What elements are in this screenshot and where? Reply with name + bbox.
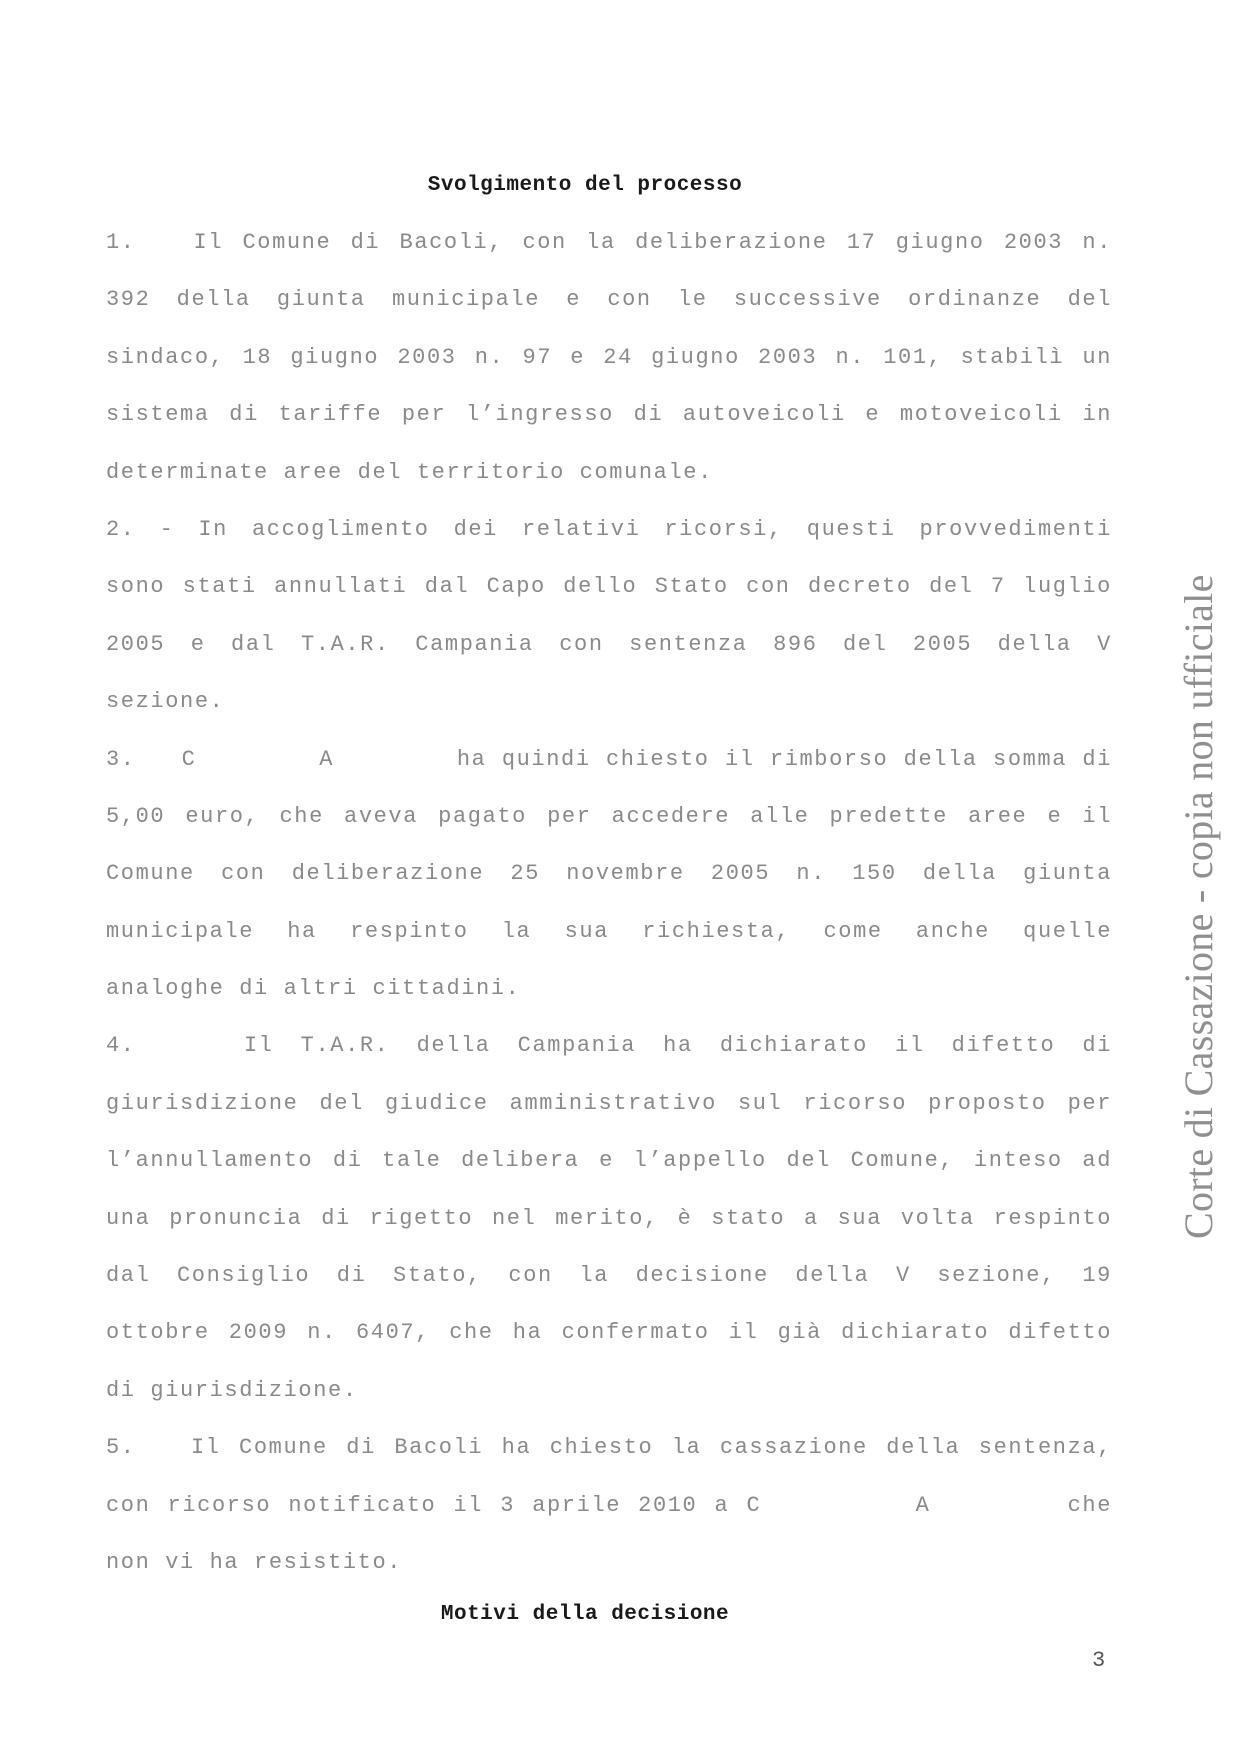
section-heading-motivi: Motivi della decisione	[440, 1603, 730, 1626]
text-line: sindaco, 18 giugno 2003 n. 97 e 24 giugno 2003 n. 101, stabilì un	[106, 344, 1112, 370]
text-line: di giurisdizione.	[106, 1377, 358, 1403]
text-line: 5,00 euro, che aveva pagato per accedere alle predette aree e il	[106, 803, 1112, 829]
text-line: una pronuncia di rigetto nel merito, è stato a sua volta respinto	[106, 1205, 1112, 1231]
section-heading-svolgimento: Svolgimento del processo	[427, 174, 743, 197]
text-line: analoghe di altri cittadini.	[106, 976, 521, 1002]
text-line: dal Consiglio di Stato, con la decisione della V sezione, 19	[106, 1263, 1112, 1289]
watermark-text: Corte di Cassazione - copia non ufficiale	[1176, 574, 1221, 1239]
text-line: 3. C A ha quindi chiesto il rimborso della somma di	[106, 746, 1112, 772]
text-line: 2. - In accoglimento dei relativi ricorsi, questi provvedimenti	[106, 516, 1112, 542]
text-line: determinate aree del territorio comunale.	[106, 459, 713, 485]
text-line: municipale ha respinto la sua richiesta, come anche quelle	[106, 918, 1112, 944]
text-line: 5. Il Comune di Bacoli ha chiesto la cassazione della sentenza,	[106, 1435, 1112, 1461]
text-line: l’annullamento di tale delibera e l’appello del Comune, inteso ad	[106, 1148, 1112, 1174]
body-text	[106, 226, 1112, 1603]
text-line: sono stati annullati dal Capo dello Stato con decreto del 7 luglio	[106, 574, 1112, 600]
text-line: con ricorso notificato il 3 aprile 2010 a C A che	[106, 1492, 1112, 1518]
text-line: ottobre 2009 n. 6407, che ha confermato il già dichiarato difetto	[106, 1320, 1112, 1346]
text-line: 4. Il T.A.R. della Campania ha dichiarato il difetto di	[106, 1033, 1112, 1059]
text-line: 1. Il Comune di Bacoli, con la deliberazione 17 giugno 2003 n.	[106, 230, 1112, 255]
text-line: 2005 e dal T.A.R. Campania con sentenza 896 del 2005 della V	[106, 631, 1112, 657]
text-line: giurisdizione del giudice amministrativo sul ricorso proposto per	[106, 1090, 1112, 1116]
text-line: sezione.	[106, 689, 225, 715]
text-line: non vi ha resistito.	[106, 1549, 403, 1575]
text-line: 392 della giunta municipale e con le successive ordinanze del	[106, 287, 1112, 313]
text-line: sistema di tariffe per l’ingresso di autoveicoli e motoveicoli in	[106, 402, 1112, 428]
page-number: 3	[1092, 1648, 1106, 1673]
text-line: Comune con deliberazione 25 novembre 2005 n. 150 della giunta	[106, 861, 1112, 887]
